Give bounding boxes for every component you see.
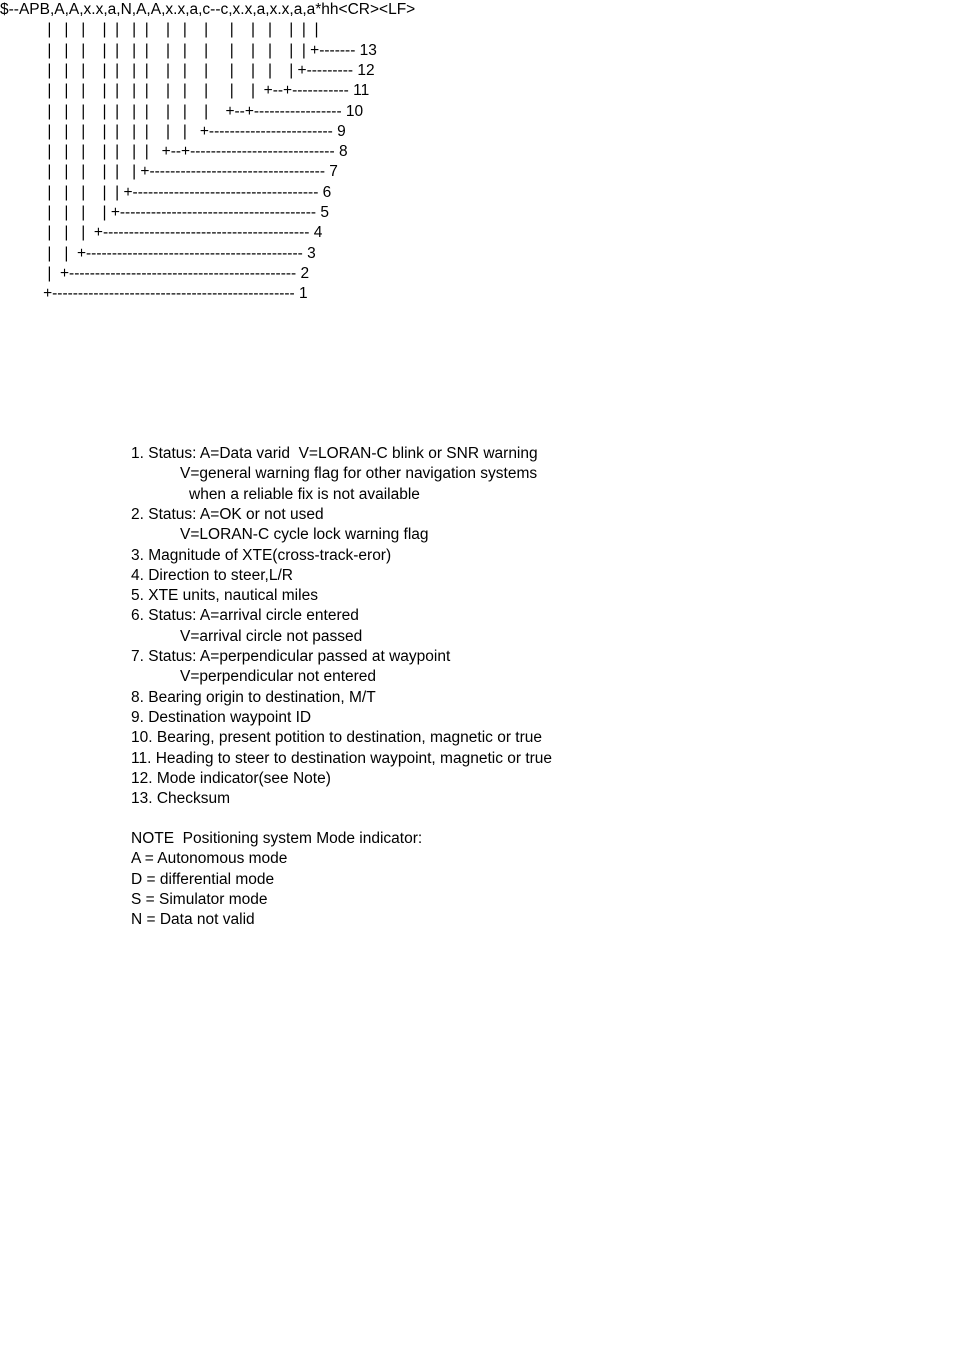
field-description: 12. Mode indicator(see Note) [131,769,331,787]
diagram-line: | | | | | | | | | | | | +--+----------- 11 [0,82,370,100]
diagram-line: | | | | +-------------------------------------- 5 [0,204,329,221]
diagram-line: | | +------------------------------------------ 3 [0,244,316,262]
note-title: NOTE Positioning system Mode indicator: [131,830,423,847]
diagram-line: | | | | | | +---------------------------------- 7 [0,163,338,181]
field-description: 1. Status: A=Data varid V=LORAN-C blink or SNR warning [131,445,538,462]
diagram-line: | | | | | | | +--+---------------------------- 8 [0,143,348,161]
field-description: 5. XTE units, nautical miles [131,587,318,605]
field-description: 9. Destination waypoint ID [131,708,312,726]
diagram-line: | | | | | | | | | | | | | | | | [0,21,319,39]
field-description: V=perpendicular not entered [180,668,377,686]
field-description: 2. Status: A=OK or not used [131,505,324,523]
field-description: 13. Checksum [131,790,231,808]
note-item: N = Data not valid [131,911,255,929]
field-description: 6. Status: A=arrival circle entered [131,607,359,625]
field-description: 7. Status: A=perpendicular passed at waypoint [131,648,451,665]
note-item: D = differential mode [131,870,275,888]
diagram-line: | | | | | +------------------------------------ 6 [0,183,332,201]
diagram-line: | | | | | | | | | | | | | | +--------- 12 [0,61,375,79]
sentence-format: $--APB,A,A,x.x,a,N,A,A,x.x,a,c--c,x.x,a,x.x,a,a*hh<CR><LF> [0,1,416,18]
field-description: 11. Heading to steer to destination waypoint, magnetic or true [131,749,553,767]
diagram-line: | +-------------------------------------------- 2 [0,264,310,282]
field-description: 4. Direction to steer,L/R [131,566,293,584]
diagram-line: +----------------------------------------------- 1 [0,285,308,303]
field-description: 10. Bearing, present potition to destination, magnetic or true [131,729,542,747]
note-item: A = Autonomous mode [131,850,288,868]
diagram-line: | | | +---------------------------------------- 4 [0,224,323,242]
note-item: S = Simulator mode [131,890,268,908]
diagram-line: | | | | | | | | | | +--+----------------- 10 [0,102,364,120]
field-description: 3. Magnitude of XTE(cross-track-eror) [131,546,392,564]
field-description: V=arrival circle not passed [180,627,363,645]
diagram-line: | | | | | | | | | +------------------------ 9 [0,122,346,140]
field-description: 8. Bearing origin to destination, M/T [131,688,376,706]
diagram-line: | | | | | | | | | | | | | | | +------- 13 [0,41,377,59]
field-description: when a reliable fix is not available [189,485,420,503]
field-description: V=general warning flag for other navigation systems [180,465,538,483]
field-description: V=LORAN-C cycle lock warning flag [180,526,429,544]
